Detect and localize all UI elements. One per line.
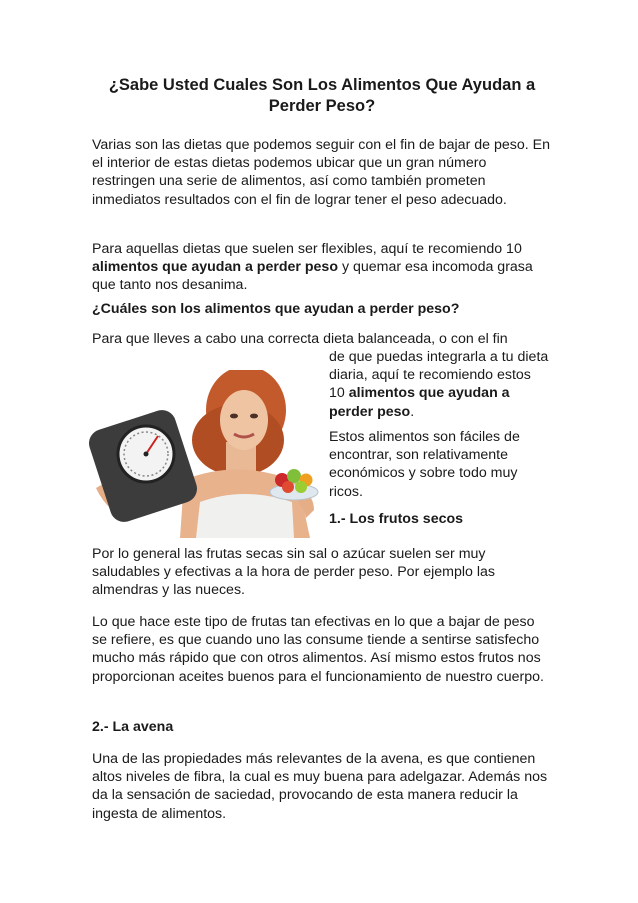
title-line-1: ¿Sabe Usted Cuales Son Los Alimentos Que Ayudan a [108,76,536,94]
section1-heading: 1.- Los frutos secos [329,511,464,527]
para3-first-line: Para que lleves a cabo una correcta dieta balanceada, o con el fin [92,331,508,347]
page-title [92,75,552,117]
section2-heading: 2.- La avena [92,719,174,735]
section2-paragraph-1: Una de las propiedades más relevantes de la avena, es que contienen altos niveles de fibra, la cual es muy buena para adelgazar. Además nos da la sensación de saciedad, provocando de esta manera reducir la ingesta de alimentos. [92,751,548,822]
woman-with-scale-photo [88,370,320,538]
para3-bold-keyword: alimentos que ayudan a perder peso [329,385,510,420]
section1-paragraph-2: Lo que hace este tipo de frutas tan efectivas en lo que a bajar de peso se refiere, es que cuando uno las consume tiende a sentirse satisfecho mucho más rápido que con otros alimentos. Así mismo estos frutos nos proporcionan aceites buenos para el funcionamiento de nuestro cuerpo. [92,614,544,685]
intro-paragraph: Varias son las dietas que podemos seguir con el fin de bajar de peso. En el interior de estas dietas podemos ubicar que un gran número restringen una serie de alimentos, así como también prometen inmediatos resultados con el fin de lograr tener el peso adecuado. [92,137,550,208]
flexible-diets-paragraph [92,240,552,295]
para2-text-before: Para aquellas dietas que suelen ser flexibles, aquí te recomiendo 10 [92,241,522,257]
woman-with-scale-illustration [88,370,320,538]
question-heading: ¿Cuáles son los alimentos que ayudan a perder peso? [92,301,460,317]
para3-wrapped-text [329,348,549,421]
para2-text-after: y quemar esa incomoda grasa que tanto nos desanima. [92,259,533,294]
para3-text-before: de que puedas integrarla a tu dieta diaria, aquí te recomiendo estos 10 [329,349,549,402]
affordable-foods-paragraph: Estos alimentos son fáciles de encontrar, son relativamente económicos y sobre todo muy ricos. [329,429,520,500]
section1-paragraph-1: Por lo general las frutas secas sin sal o azúcar suelen ser muy saludables y efectivas a la hora de perder peso. Por ejemplo las almendras y las nueces. [92,546,495,599]
para2-bold-keyword: alimentos que ayudan a perder peso [92,259,338,276]
title-line-2: Perder Peso? [268,97,376,115]
para3-text-after: . [410,403,415,420]
